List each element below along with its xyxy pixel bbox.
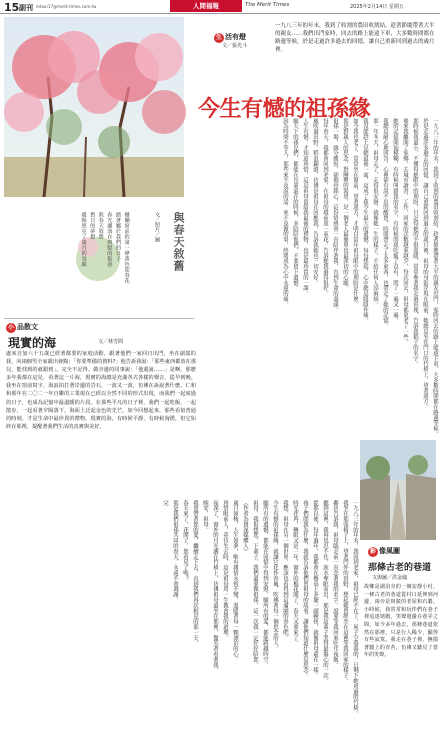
- text-column: 珍惜眼前人，莫待失去時，這是祖母用一生教會我的道理。: [222, 500, 228, 641]
- text-column: 那是對親人的思念，對團聚的渴望，是一個老人最簡單也最深切的心願。: [342, 118, 348, 291]
- poem-line: 栅欄窗前的第一條黃色迎春花: [123, 212, 130, 284]
- divider: [4, 318, 194, 319]
- text-column: 祖母，我很想您，下輩子，我們還要做祖孫，這一次我一定好好陪您。: [252, 500, 258, 668]
- hero-blossom-illustration: [4, 17, 184, 197]
- page-number: 15: [4, 1, 20, 14]
- text-column: 一九八三年的年末，我到了收割的農田收割結，趁著節慶帶著大半的親友出門，家時回去的路上能遠下車，大多數時間都在路邊等候。: [432, 118, 438, 437]
- poem-title: 與春天敘舊: [172, 212, 185, 272]
- text-column: 那時候我還小，不懂得她眼中的期盼，只記得她的手很溫暖，常常牽著我走過田埂，告訴我稻子的名字。: [412, 118, 418, 367]
- text-column: 那是我們祖孫共同的春天，永遠不會凋謝。: [172, 500, 178, 603]
- text-column: 孩子們問我為什麼，我就告訴他們曾祖母的故事，讓他們知道什麼是思念。: [302, 500, 308, 679]
- text-column: 我會帶著您的愛，繼續走下去，直到我們再次相見的那一天。: [192, 500, 198, 646]
- text-column: 夜深了，窗外的月光灑在竹椅上，彷彿祖母還坐在那裡，微笑著看著我。: [212, 500, 218, 673]
- text-column: 我沒能趕上見她最後一面，這成了我今生最大的遺憾，每每想起，心中總是隱隱作痛。: [362, 118, 368, 324]
- column-badge-label: 品散文: [17, 323, 38, 331]
- text-column: 如今我也老了，常常坐在窗前，望著遠方，才明白當年祖母眼中的期盼是什麼。: [352, 118, 358, 307]
- article-author: 文／林雪問: [98, 339, 124, 345]
- article-intro: 一九八三年的年末，我到了收割的農田收割結，趁著節慶帶著大半的親友……我們出門家時，回去的路上能遠下車，大多數時間都在路邊等候，於是走過許多過去的回憶，讓自己重新回到過去的歲月裡。: [275, 23, 435, 53]
- text-column: 今生有憾的祖孫緣，就讓它化作春風，吹拂著每一個思念的人。: [272, 500, 278, 652]
- text-column: 我想，祖母在另一個世界，應該也看得到這滿園的春色吧。: [282, 500, 288, 641]
- poem-author: 文／照片／圖: [154, 212, 160, 242]
- text-column: 我坐在那張椅子上，望著門外的田野，想起她曾經坐在這裡等我回家的樣子。: [342, 500, 348, 684]
- text-column: 於是走過許多過去的回憶，讓自己重新回到過去的歲月裡，祖母的身影浮現在眼前，她總是坐在門口的竹椅上，望著遠方。: [422, 118, 428, 410]
- text-column: 願天下的孫兒們，都能在長輩還在的時候，多陪陪他們，不要留下遺憾。: [292, 118, 298, 291]
- article-title: 現實的海: [8, 336, 57, 350]
- article-title: 那條古老的巷道: [368, 563, 432, 573]
- text-column: 完: [162, 500, 168, 506]
- article-author: 文／張光斗: [222, 43, 248, 49]
- poem-line: 春光灑落在斑駁的街巷: [106, 212, 113, 267]
- article-title: 今生有憾的祖孫緣: [198, 96, 371, 122]
- text-column: 因為時間不等人，那些來不及說的話、來不及做的事，終將成為心中永遠的痛。: [282, 118, 288, 307]
- issue-date: 2025年2月14日 星期五: [350, 4, 404, 10]
- text-column: 鄰居告訴我，祖母臨走前一直念著我的名字，說要等我回來吃年夜飯。: [332, 500, 338, 668]
- text-column: 晚安，祖母。: [202, 500, 208, 533]
- text-column: 聽到這裡，我再也忍不住，淚水奪眶而出，那是我這輩子哭得最傷心的一次。: [322, 500, 328, 684]
- poem-lines: [80, 212, 130, 312]
- text-column: 一九八三年的年末，我回到老家，祖母已經不在了，屋子空蕩蕩的，只剩下她用過的竹椅。: [352, 500, 358, 716]
- text-column: 風吹過田野，稻浪翻滾，彷彿是祖母在回應我，告訴我她也一切安好。: [312, 118, 318, 286]
- column-badge-icon: 影: [369, 548, 376, 555]
- poem-line: 與春天敘舊: [97, 212, 104, 240]
- text-column: 歲月如梭，人生如夢，唯有親情永恆不變，溫暖著每一顆漂泊的心。: [232, 500, 238, 662]
- article-body: 處來自加六十五歲已經著都要的家庭活動，跟著他們一家回日出門，坐在副駕的我，向兩個男全家親出發點；「你要準備的資料?」他告訴我說：「那些東西都放在那兒，能找到的就跟到」，完全不記得。做旁邊的同事說：「他還說……」是啊，那麼多年我都在這兒，看著這一片海，現實的海總是充滿各式各樣的聲音，從早到晚。我坐在窗前寫字，海浪拍打著岸邊的岩石，一波又一波，彷彿在訴說著什麼。仁和和那年在二〇二一年自聯的工業現在已經以全然不同的形式出現，而我們一起度過的日子，也成為記憶中最溫暖的片段。在那些平凡的日子裡，我們一起吃飯，一起散步，一起看著夕陽落下，海面上泛起金色的光芒。如今回想起來，那些看似普通的時刻，才是生命中最珍貴的禮物。現實的海，有時候平靜，有時候洶湧，但它始終在那裡，提醒著我們生活的真實與美好。: [6, 351, 196, 430]
- text-column: 人生有憾，才知道珍惜，這是祖母留給我最後的禮物，也是最珍貴的一課。: [302, 118, 308, 297]
- text-column: 她的記憶開始模糊，有時候叫錯我的名字，有時候問我吃飯了沒有，問了一遍又一遍。: [392, 118, 398, 324]
- text-column: 從那以後，每年過年，我都會在餐桌上多擺一副碗筷，就像祖母還在一樣。: [312, 500, 318, 679]
- text-column: 春天來了，花開了，您看見了嗎？: [182, 500, 188, 581]
- poem-line: 暖陽照亮了歲月的容顏: [80, 212, 87, 267]
- column-badge: [368, 546, 400, 557]
- poem-line: 舊日的夢想: [89, 212, 96, 240]
- newspaper-logo: 人間福報: [170, 0, 242, 12]
- column-badge: [6, 322, 38, 333]
- column-badge-icon: 生: [215, 34, 222, 41]
- text-column: 祖孫一場，緣分雖短，卻刻骨銘心，這份情感會一直陪伴著我，直到生命的盡頭。: [332, 118, 338, 313]
- alley-photo: [360, 440, 436, 540]
- text-column: 每年春天，我都會回到老家，在祖母的墳前放一束花，告訴她我過得很好。: [322, 118, 328, 297]
- text-column: （作者為資深媒體人）: [242, 500, 248, 554]
- text-column: 時光荏苒，轉眼又是一年，窗外的梅花開了，春天又要來了。: [292, 500, 298, 646]
- column-badge-label: 活有燈: [225, 33, 246, 41]
- poem-line: 踏著屬於我們的日子: [114, 212, 121, 262]
- article-body-columns-lower: [162, 500, 358, 730]
- text-column: 後來我離開了家鄉，去城市讀書、工作，回家的次數越來越少，每次回去，祖母都更老了一些。: [402, 118, 408, 345]
- column-badge-icon: 小: [7, 324, 14, 331]
- text-column: 我總是耐心地回答，心裡卻有說不出的酸楚，時間帶走了太多東西，也帶走了她的記憶。: [382, 118, 388, 329]
- newspaper-logo-en: The Merit Times: [245, 2, 290, 8]
- article-body: 故鄉是湖泊旁的一個安靜小村，一條古老的巷道從村口延伸到河邊，兩旁是斑駁的老屋和石牆。小時候，我常常和玩伴們在巷子裡追逐嬉戲，笑聲迴盪在巷弄之間。如今多年過去，那條巷道依然在那裡，只是行人稀少，顯得有些寂寞。我走在巷子裡，撫摸著牆上的青苔，彷彿又聽見了當年的笑聲。: [364, 584, 438, 659]
- text-column: 願所有的遺憾，都能在回憶中得到安慰，願所有的愛，都能跨越時空。: [262, 500, 268, 668]
- text-column: 那一年冬天，祖母走了，走得很安靜，就像她一生的樣子，不給任何人添麻煩。: [372, 118, 378, 307]
- column-badge-label: 像風圖: [379, 547, 400, 555]
- section-label: 副刊: [19, 4, 33, 12]
- article-author: 文與圖／洪金鳳: [372, 575, 408, 581]
- contact-email: mtour17@merit-times.com.tw: [36, 4, 97, 9]
